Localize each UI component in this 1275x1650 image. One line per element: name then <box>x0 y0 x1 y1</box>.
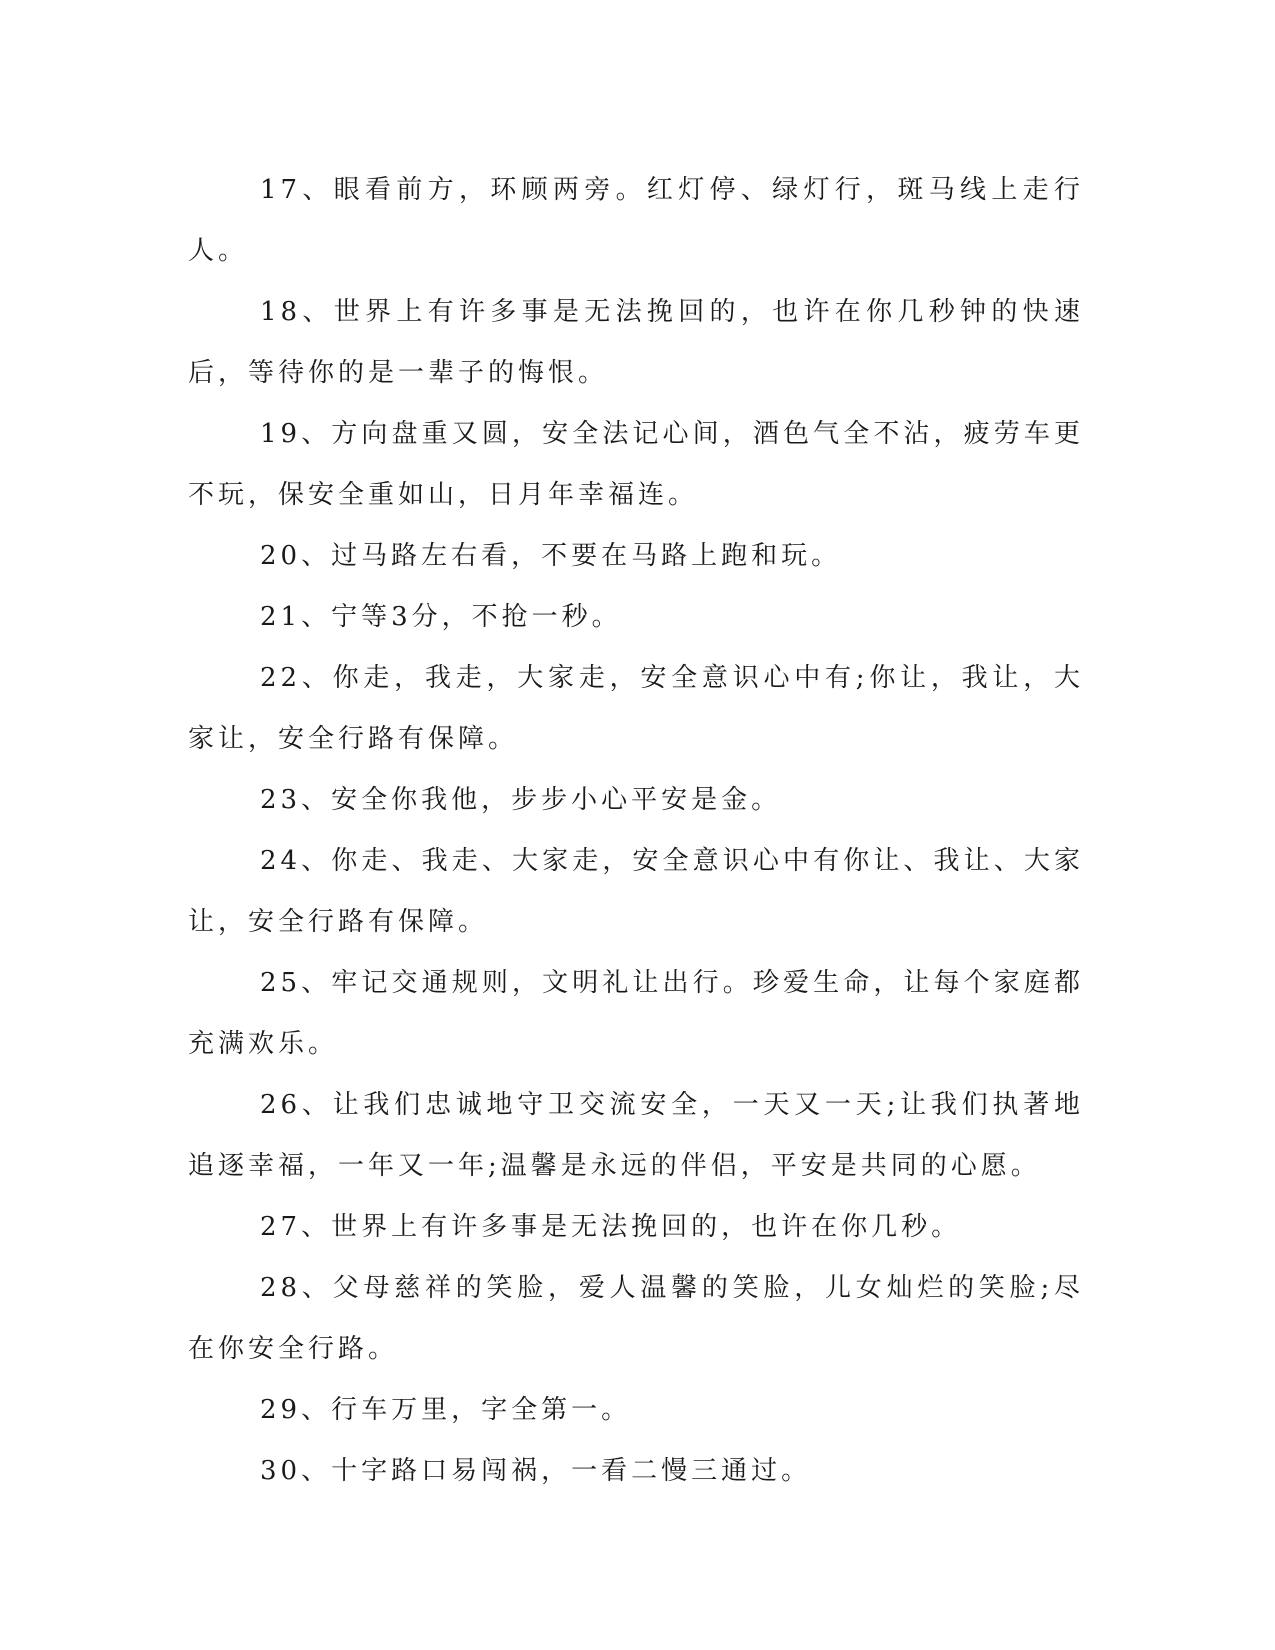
paragraph-21: 21、宁等3分，不抢一秒。 <box>260 602 622 632</box>
paragraph-23: 23、安全你我他，步步小心平安是金。 <box>260 785 782 815</box>
paragraph-30: 30、十字路口易闯祸，一看二慢三通过。 <box>260 1456 812 1486</box>
paragraph-22: 22、你走，我走，大家走，安全意识心中有;你让，我让，大家让，安全行路有保障。 <box>188 663 1084 754</box>
paragraph-28: 28、父母慈祥的笑脸，爱人温馨的笑脸，儿女灿烂的笑脸;尽在你安全行路。 <box>188 1273 1084 1364</box>
paragraph-25: 25、牢记交通规则，文明礼让出行。珍爱生命，让每个家庭都充满欢乐。 <box>188 968 1084 1059</box>
paragraph-19: 19、方向盘重又圆，安全法记心间，酒色气全不沾，疲劳车更不玩，保安全重如山，日月年幸福连。 <box>188 419 1084 510</box>
document-body <box>188 160 1084 1502</box>
paragraph-27: 27、世界上有许多事是无法挽回的，也许在你几秒。 <box>260 1212 962 1242</box>
paragraph-26: 26、让我们忠诚地守卫交流安全，一天又一天;让我们执著地追逐幸福，一年又一年;温馨是永远的伴侣，平安是共同的心愿。 <box>188 1090 1084 1181</box>
paragraph-17: 17、眼看前方，环顾两旁。红灯停、绿灯行，斑马线上走行人。 <box>188 175 1084 266</box>
paragraph-20: 20、过马路左右看，不要在马路上跑和玩。 <box>260 541 842 571</box>
paragraph-18: 18、世界上有许多事是无法挽回的，也许在你几秒钟的快速后，等待你的是一辈子的悔恨。 <box>188 297 1084 388</box>
paragraph-24: 24、你走、我走、大家走，安全意识心中有你让、我让、大家让，安全行路有保障。 <box>188 846 1084 937</box>
paragraph-29: 29、行车万里，字全第一。 <box>260 1395 632 1425</box>
